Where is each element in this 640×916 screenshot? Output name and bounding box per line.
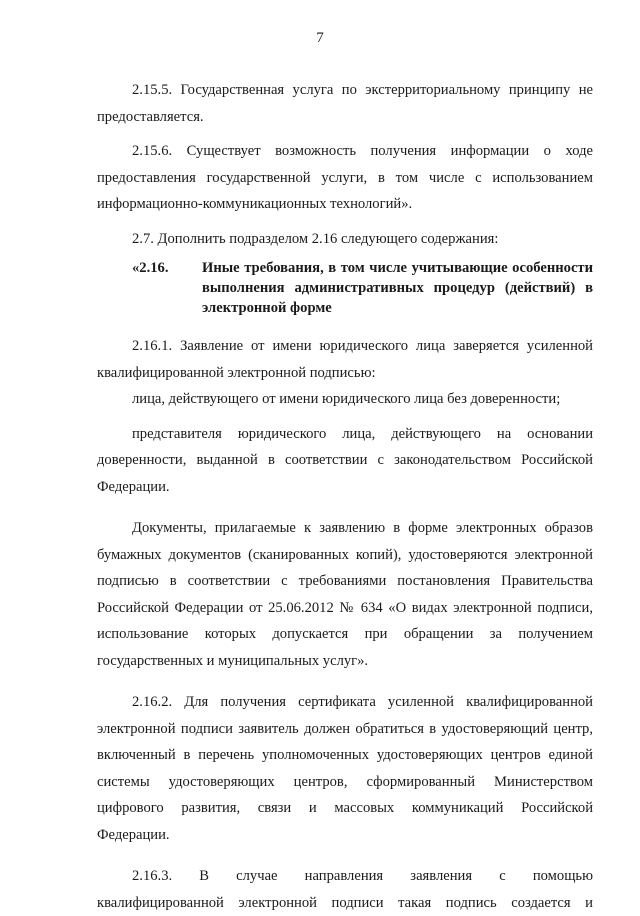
document-body	[97, 77, 593, 916]
paragraph-documents-line-5: использование которых допускается при обращении за получением	[97, 621, 593, 648]
paragraph-2-16-2-line-4: системы удостоверяющих центров, сформированный Министерством	[97, 769, 593, 796]
paragraph-documents-line-4: Российской Федерации от 25.06.2012 № 634 «О видах электронной подписи,	[97, 595, 593, 622]
paragraph-list-item-2-line-3: Федерации.	[97, 474, 593, 501]
paragraph-documents-line-3: подписью в соответствии с требованиями постановления Правительства	[97, 568, 593, 595]
page-number: 7	[0, 30, 640, 47]
paragraph-2-16-2-line-1: 2.16.2. Для получения сертификата усиленной квалифицированной	[97, 689, 593, 716]
section-heading-number: «2.16.	[97, 258, 202, 318]
paragraph-2-15-6-line-2: предоставления государственной услуги, в том числе с использованием	[97, 165, 593, 192]
paragraph-2-15-5-line-1: 2.15.5. Государственная услуга по экстерриториальному принципу не	[97, 77, 593, 104]
paragraph-2-15-6-line-1: 2.15.6. Существует возможность получения информации о ходе	[97, 138, 593, 165]
paragraph-2-16-2-line-5: цифрового развития, связи и массовых коммуникаций Российской	[97, 795, 593, 822]
paragraph-2-16-3-line-1: 2.16.3. В случае направления заявления с помощью	[97, 863, 593, 890]
paragraph-documents-line-2: бумажных документов (сканированных копий), удостоверяются электронной	[97, 542, 593, 569]
paragraph-2-16-2-line-6: Федерации.	[97, 822, 593, 849]
paragraph-2-16-2-line-2: электронной подписи заявитель должен обратиться в удостоверяющий центр,	[97, 716, 593, 743]
paragraph-2-16-1-line-1: 2.16.1. Заявление от имени юридического лица заверяется усиленной	[97, 333, 593, 360]
paragraph-2-15-6-line-3: информационно-коммуникационных технологий».	[97, 191, 593, 218]
paragraph-2-16-1-line-2: квалифицированной электронной подписью:	[97, 360, 593, 387]
section-heading-2-16	[97, 258, 593, 318]
paragraph-2-7: 2.7. Дополнить подразделом 2.16 следующего содержания:	[97, 226, 593, 253]
section-heading-text: Иные требования, в том числе учитывающие особенности выполнения административных процедур (действий) в электронной форме	[202, 258, 593, 318]
paragraph-documents-line-6: государственных и муниципальных услуг».	[97, 648, 593, 675]
paragraph-2-16-2-line-3: включенный в перечень уполномоченных удостоверяющих центров единой	[97, 742, 593, 769]
paragraph-documents-line-1: Документы, прилагаемые к заявлению в форме электронных образов	[97, 515, 593, 542]
paragraph-2-15-5-line-2: предоставляется.	[97, 104, 593, 131]
paragraph-list-item-2-line-2: доверенности, выданной в соответствии с законодательством Российской	[97, 447, 593, 474]
paragraph-list-item-2-line-1: представителя юридического лица, действующего на основании	[97, 421, 593, 448]
paragraph-2-16-3-line-2: квалифицированной электронной подписи такая подпись создается и	[97, 890, 593, 916]
paragraph-list-item-1: лица, действующего от имени юридического лица без доверенности;	[97, 386, 593, 413]
